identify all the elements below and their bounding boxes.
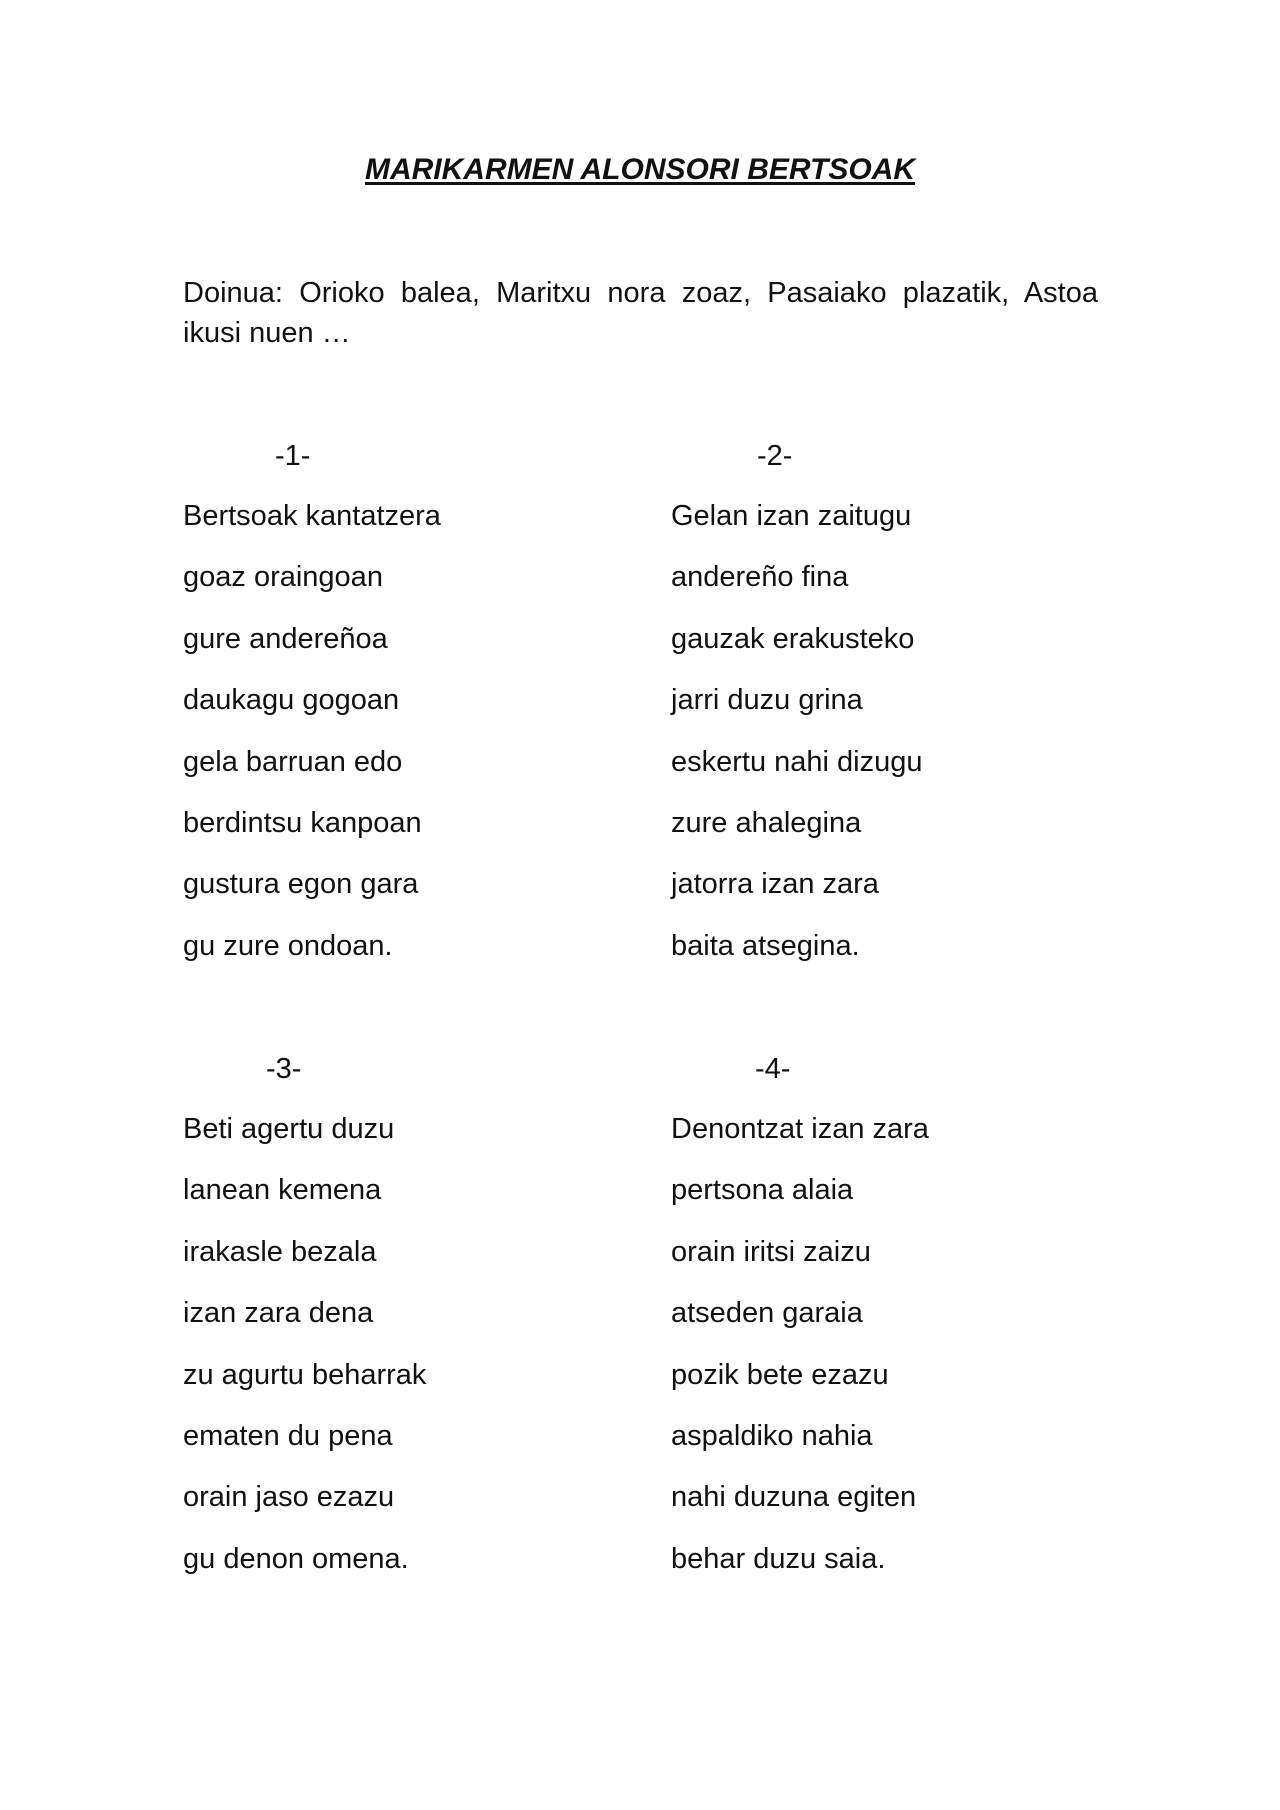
tune-line: Doinua: Orioko balea, Maritxu nora zoaz, Pasaiako plazatik, Astoa ikusi nuen … xyxy=(183,277,1098,349)
verse-line: pozik bete ezazu xyxy=(671,1358,889,1391)
verse-line: Denontzat izan zara xyxy=(671,1113,929,1145)
verse-line: aspaldiko nahia xyxy=(671,1419,873,1452)
verse-line: daukagu gogoan xyxy=(183,684,400,717)
verse-line: Gelan izan zaitugu xyxy=(671,500,912,532)
document-title: MARIKARMEN ALONSORI BERTSOAK xyxy=(364,153,915,186)
verse-line: gu zure ondoan. xyxy=(183,929,393,962)
verse-line: berdintsu kanpoan xyxy=(183,806,422,839)
verse-line: gauzak erakusteko xyxy=(671,622,915,655)
verse-line: pertsona alaia xyxy=(671,1174,854,1207)
verse-line: andereño fina xyxy=(671,561,849,594)
verse-line: gustura egon gara xyxy=(183,868,419,901)
verse-line: Bertsoak kantatzera xyxy=(183,500,441,532)
stanza-lines xyxy=(671,496,923,987)
verse-line: behar duzu saia. xyxy=(671,1542,886,1575)
verse-line: irakasle bezala xyxy=(183,1235,377,1268)
stanza-number: -3- xyxy=(266,1053,302,1085)
verse-line: zure ahalegina xyxy=(671,806,862,839)
verse-line: jatorra izan zara xyxy=(671,868,879,901)
verse-line: baita atsegina. xyxy=(671,929,860,962)
stanza-lines xyxy=(671,1109,929,1600)
verse-line: eskertu nahi dizugu xyxy=(671,745,923,778)
verse-line: izan zara dena xyxy=(183,1297,374,1330)
verse-line: gela barruan edo xyxy=(183,745,403,778)
verse-line: atseden garaia xyxy=(671,1297,863,1330)
verse-line: lanean kemena xyxy=(183,1174,382,1207)
verse-line: zu agurtu beharrak xyxy=(183,1358,427,1391)
verse-line: gu denon omena. xyxy=(183,1542,409,1575)
verse-line: ematen du pena xyxy=(183,1419,393,1452)
verse-line: orain jaso ezazu xyxy=(183,1481,395,1514)
stanza-number: -4- xyxy=(755,1053,791,1085)
verse-line: goaz oraingoan xyxy=(183,561,383,594)
stanza-lines xyxy=(183,496,441,987)
stanza-number: -1- xyxy=(275,440,311,472)
verse-line: orain iritsi zaizu xyxy=(671,1235,871,1268)
verse-line: Beti agertu duzu xyxy=(183,1113,395,1145)
verse-line: gure andereñoa xyxy=(183,622,388,655)
stanza-number: -2- xyxy=(757,440,793,472)
verse-line: jarri duzu grina xyxy=(671,684,863,717)
stanza-lines xyxy=(183,1109,426,1600)
verse-line: nahi duzuna egiten xyxy=(671,1481,917,1514)
